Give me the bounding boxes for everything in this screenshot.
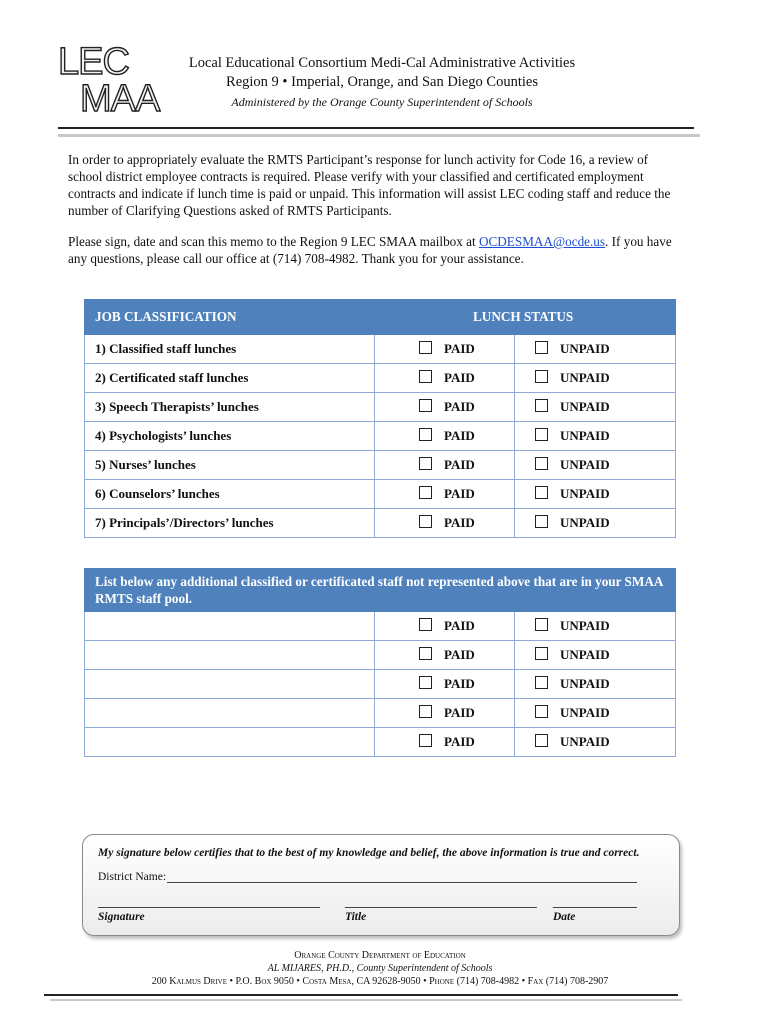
consortium-title: Local Educational Consortium Medi-Cal Administrative Activities [188,55,576,71]
additional-staff-header: List below any additional classified or certificated staff not represented above that are in your SMAA RMTS staff pool. [85,569,676,612]
paid-option [375,670,515,699]
paid-checkbox[interactable] [419,341,432,354]
staff-name-input[interactable] [85,728,375,757]
letterhead [172,54,592,112]
job-classification-cell: 2) Certificated staff lunches [85,364,375,393]
footer-department: Orange County Department of Education [294,950,466,961]
paid-checkbox[interactable] [419,457,432,470]
paid-option [375,422,515,451]
paid-option [375,699,515,728]
logo-line-lec: LEC [58,41,129,83]
paid-label: PAID [444,618,475,633]
paid-option [375,612,515,641]
staff-name-input[interactable] [85,699,375,728]
administered-by: Administered by the Orange County Superintendent of Schools [231,95,533,109]
signature-line[interactable] [98,907,320,908]
paid-label: PAID [444,647,475,662]
unpaid-label: UNPAID [560,457,610,472]
signature-label: Signature [98,911,145,923]
paid-option [375,451,515,480]
paid-label: PAID [444,457,475,472]
paid-checkbox[interactable] [419,370,432,383]
email-link[interactable]: OCDESMAA@ocde.us [478,234,606,249]
paid-label: PAID [444,341,475,356]
paid-option [375,728,515,757]
unpaid-checkbox[interactable] [535,370,548,383]
date-label: Date [553,911,576,923]
job-classification-cell: 6) Counselors’ lunches [85,480,375,509]
paid-checkbox[interactable] [419,676,432,689]
paid-label: PAID [444,676,475,691]
table-row [85,509,676,538]
unpaid-label: UNPAID [560,618,610,633]
table-row [85,422,676,451]
paid-option [375,393,515,422]
unpaid-option [515,393,676,422]
unpaid-option [515,728,676,757]
unpaid-label: UNPAID [560,734,610,749]
unpaid-checkbox[interactable] [535,647,548,660]
paid-checkbox[interactable] [419,705,432,718]
unpaid-label: UNPAID [560,428,610,443]
job-classification-cell: 7) Principals’/Directors’ lunches [85,509,375,538]
paid-option [375,480,515,509]
footer-superintendent: AL MIJARES, PH.D., County Superintendent of Schools [267,963,493,974]
certification-statement: My signature below certifies that to the best of my knowledge and belief, the above information is true and correct. [98,847,640,859]
logo-line-maa: MAA [80,78,160,120]
paid-checkbox[interactable] [419,618,432,631]
paid-label: PAID [444,486,475,501]
job-classification-cell: 1) Classified staff lunches [85,335,375,364]
lec-maa-logo [58,41,168,124]
unpaid-label: UNPAID [560,370,610,385]
header-rule-shadow [58,134,700,137]
job-classification-cell: 4) Psychologists’ lunches [85,422,375,451]
paid-option [375,509,515,538]
unpaid-option [515,480,676,509]
footer-rule-shadow [50,999,682,1001]
paid-label: PAID [444,515,475,530]
district-name-field[interactable] [167,882,637,883]
table-header-row [85,300,676,335]
table-row [85,393,676,422]
unpaid-label: UNPAID [560,705,610,720]
table-row [85,699,676,728]
unpaid-checkbox[interactable] [535,676,548,689]
job-classification-cell: 3) Speech Therapists’ lunches [85,393,375,422]
region-line: Region 9 • Imperial, Orange, and San Diego Counties [226,74,538,90]
paid-label: PAID [444,428,475,443]
paid-checkbox[interactable] [419,515,432,528]
unpaid-checkbox[interactable] [535,428,548,441]
unpaid-checkbox[interactable] [535,399,548,412]
table-header-row [85,569,676,612]
unpaid-label: UNPAID [560,486,610,501]
paid-option [375,364,515,393]
unpaid-option [515,451,676,480]
paid-checkbox[interactable] [419,428,432,441]
paid-checkbox[interactable] [419,486,432,499]
paid-label: PAID [444,370,475,385]
unpaid-label: UNPAID [560,399,610,414]
paid-label: PAID [444,705,475,720]
job-classification-cell: 5) Nurses’ lunches [85,451,375,480]
instructions-text-end: . If you have any questions, please call our office at (714) 708-4982. Thank you for your assistance. [68,234,672,266]
job-classification-header: JOB CLASSIFICATION [85,300,375,335]
paid-checkbox[interactable] [419,734,432,747]
table-row [85,612,676,641]
table-row [85,480,676,509]
unpaid-label: UNPAID [560,341,610,356]
unpaid-option [515,670,676,699]
footer-address: 200 Kalmus Drive • P.O. Box 9050 • Costa Mesa, CA 92628-9050 • Phone (714) 708-4982 • Fax (714) 708-2907 [151,976,609,987]
paid-option [375,335,515,364]
unpaid-option [515,335,676,364]
unpaid-option [515,422,676,451]
paid-checkbox[interactable] [419,399,432,412]
unpaid-checkbox[interactable] [535,341,548,354]
unpaid-label: UNPAID [560,515,610,530]
paid-option [375,641,515,670]
instructions-paragraph [68,233,683,267]
lunch-status-header: LUNCH STATUS [375,300,676,335]
unpaid-checkbox[interactable] [535,486,548,499]
title-label: Title [345,911,367,923]
signature-box [82,834,680,936]
unpaid-checkbox[interactable] [535,734,548,747]
unpaid-option [515,509,676,538]
paid-label: PAID [444,734,475,749]
unpaid-checkbox[interactable] [535,457,548,470]
table-row [85,728,676,757]
unpaid-label: UNPAID [560,647,610,662]
footer-rule [44,994,678,996]
unpaid-option [515,699,676,728]
table-row [85,451,676,480]
unpaid-option [515,364,676,393]
unpaid-checkbox[interactable] [535,705,548,718]
unpaid-option [515,641,676,670]
staff-name-input[interactable] [85,612,375,641]
staff-name-input[interactable] [85,641,375,670]
table-row [85,641,676,670]
table-row [85,364,676,393]
table-row [85,670,676,699]
unpaid-checkbox[interactable] [535,618,548,631]
staff-name-input[interactable] [85,670,375,699]
table-row [85,335,676,364]
instructions-text: Please sign, date and scan this memo to the Region 9 LEC SMAA mailbox at [68,234,479,249]
unpaid-label: UNPAID [560,676,610,691]
unpaid-option [515,612,676,641]
additional-staff-table [84,568,676,757]
header-rule [58,127,694,129]
footer [60,949,700,988]
intro-paragraph: In order to appropriately evaluate the RMTS Participant’s response for lunch activity for Code 16, a review of school district employee contracts is required. Please verify with your classified and certificated employment contracts and indicate if lunch time is paid or unpaid. This information will assist LEC coding staff and reduce the number of Clarifying Questions asked of RMTS Participants. [68,152,671,218]
district-name-label: District Name: [98,871,167,883]
date-line[interactable] [553,907,637,908]
title-line[interactable] [345,907,537,908]
unpaid-checkbox[interactable] [535,515,548,528]
paid-checkbox[interactable] [419,647,432,660]
lunch-status-table [84,299,676,538]
paid-label: PAID [444,399,475,414]
